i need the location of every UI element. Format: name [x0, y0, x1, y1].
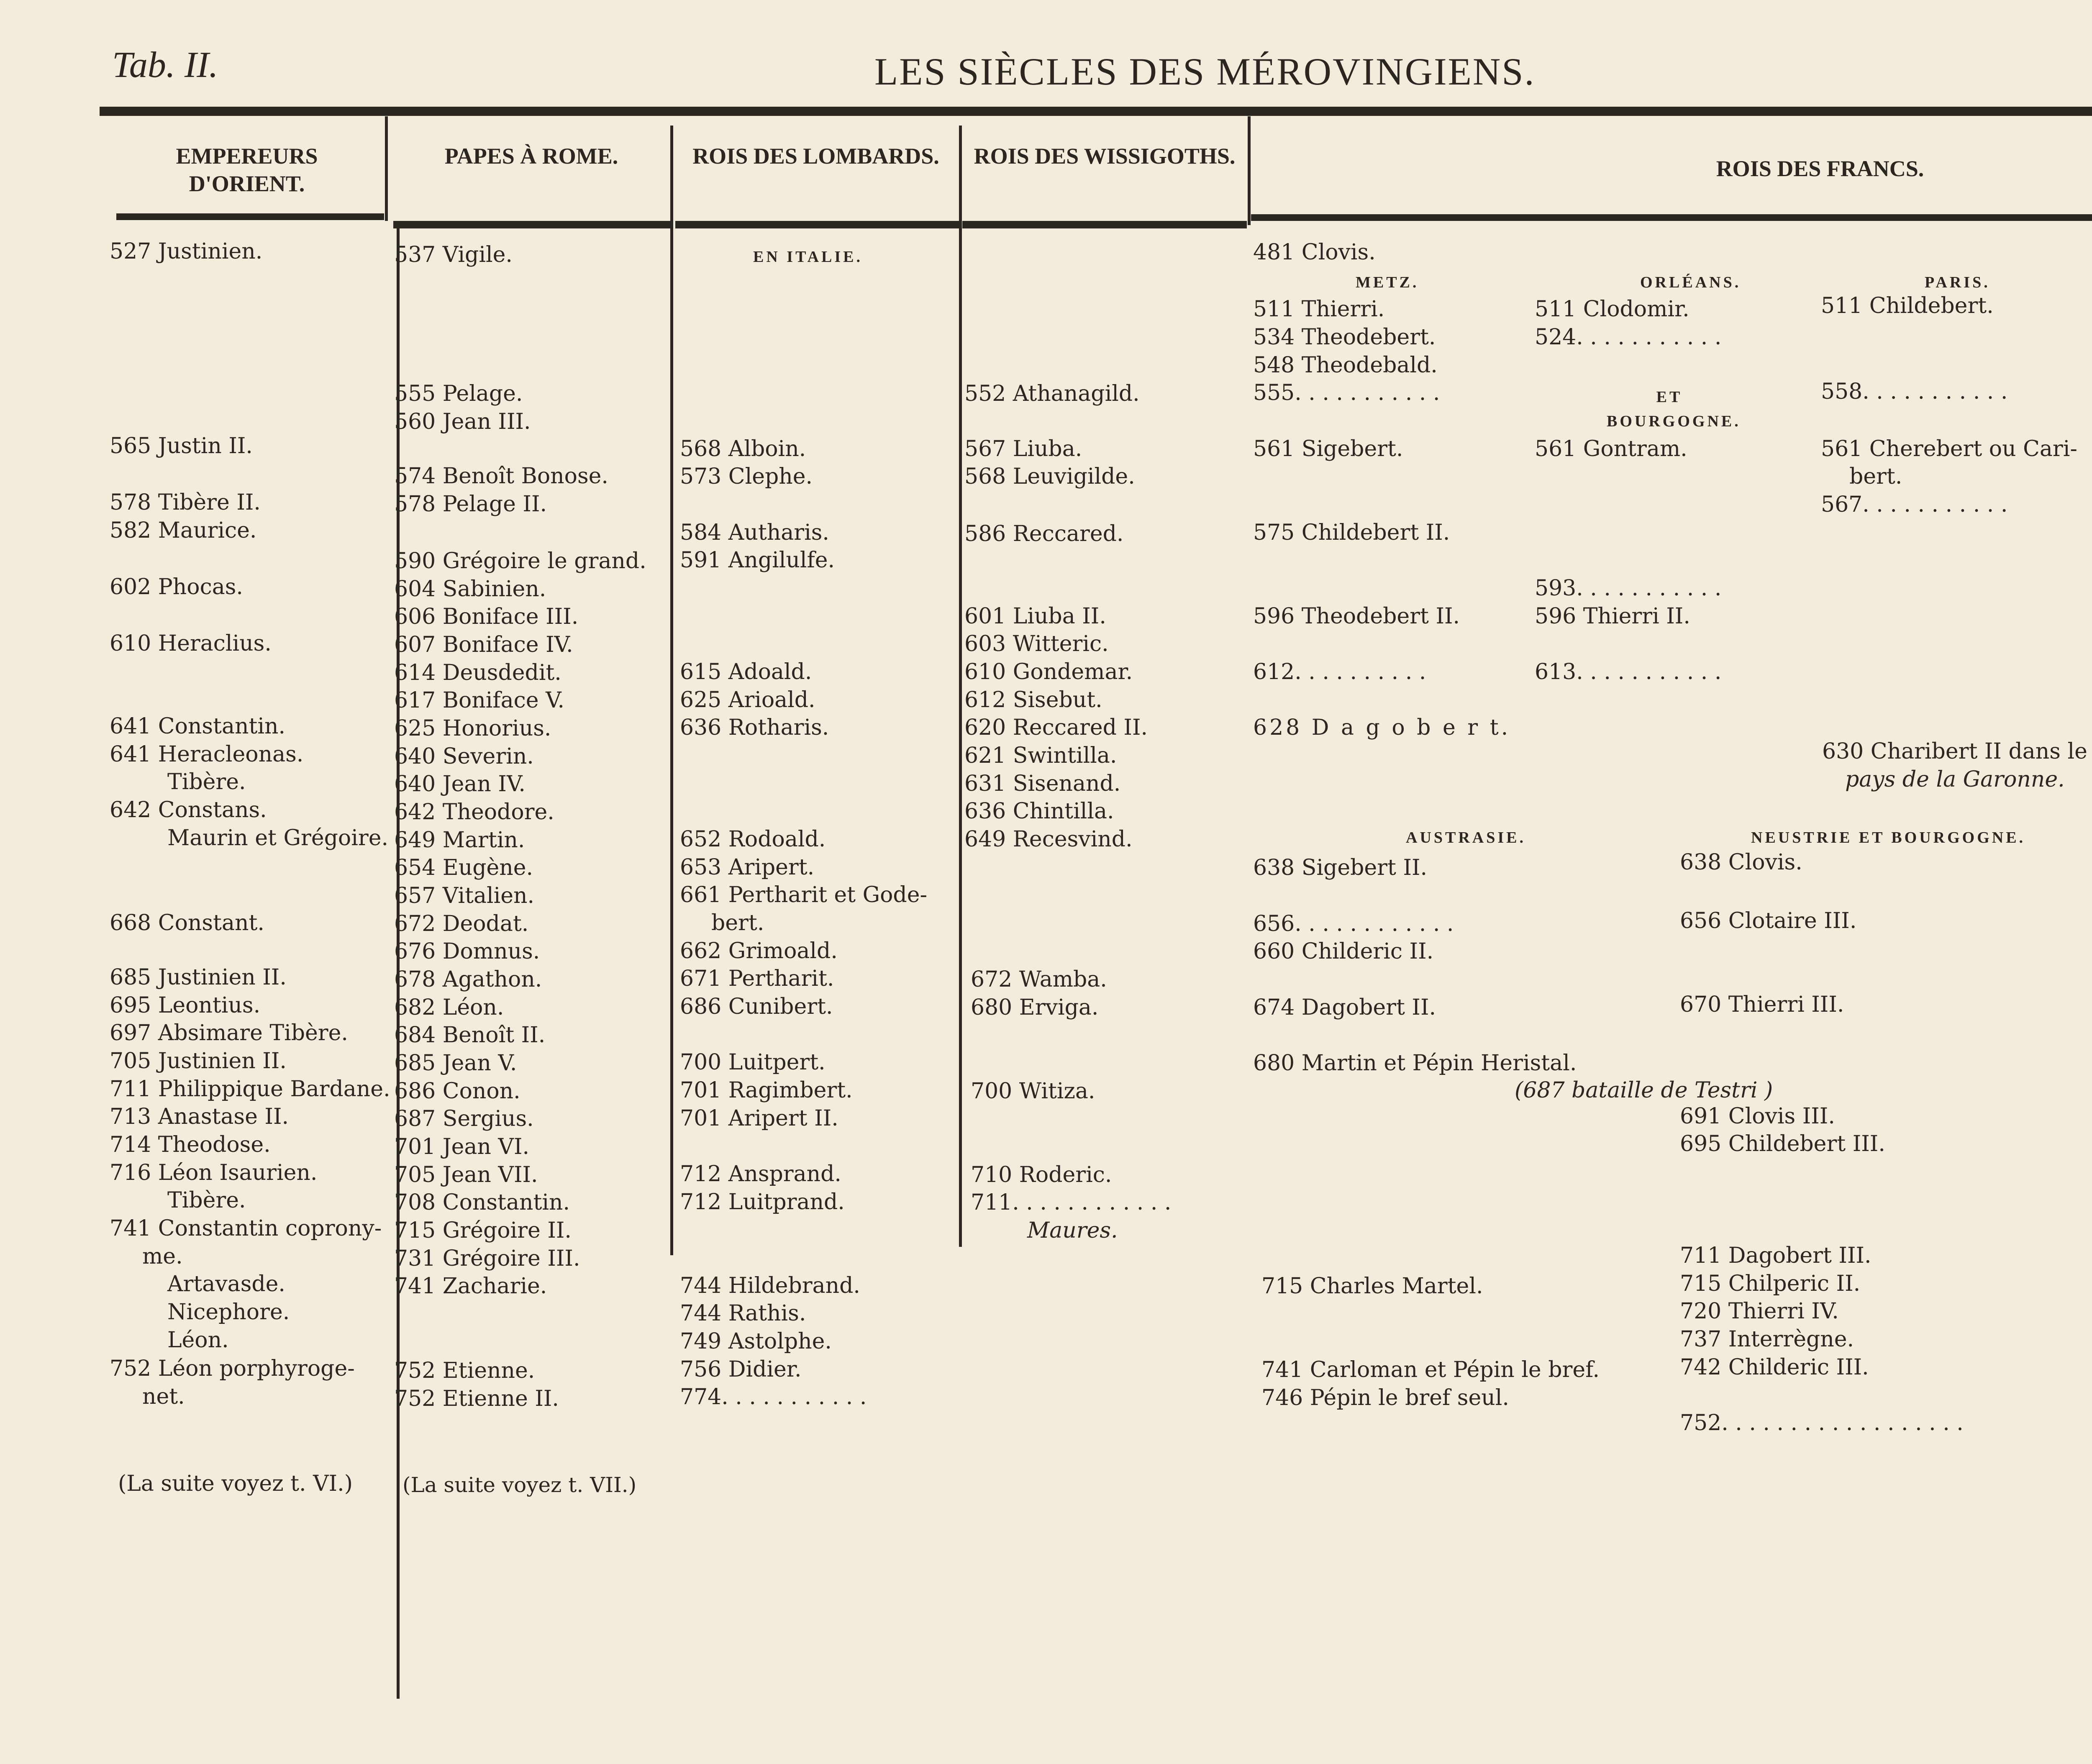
- emperor-entry: 705 Justinien II.: [110, 1049, 287, 1074]
- lombard-entry: 701 Ragimbert.: [680, 1078, 853, 1103]
- austrasie-entry: 680 Martin et Pépin Heristal.: [1253, 1051, 1577, 1076]
- subheader-orleans: ORLÉANS.: [1640, 274, 1741, 291]
- visigoth-entry: 631 Sisenand.: [964, 771, 1121, 796]
- lombard-entry: 615 Adoald.: [680, 659, 812, 685]
- subheader-austrasie: AUSTRASIE.: [1406, 829, 1526, 846]
- pope-entry: 684 Benoît II.: [394, 1023, 546, 1048]
- paris-entry: bert.: [1849, 464, 1902, 489]
- pope-continuation-note: (La suite voyez t. VII.): [403, 1473, 637, 1497]
- emperor-entry: 578 Tibère II.: [110, 490, 261, 515]
- frank-clovis: 481 Clovis.: [1253, 240, 1376, 265]
- pope-entry: 752 Etienne II.: [394, 1386, 559, 1411]
- emperor-entry: 641 Heracleonas.: [110, 742, 304, 767]
- pope-entry: 682 Léon.: [394, 995, 504, 1020]
- emperor-entry: 527 Justinien.: [110, 239, 263, 264]
- column-divider-4: [1248, 116, 1251, 225]
- pope-entry: 642 Theodore.: [394, 800, 554, 825]
- pope-entry: 614 Deusdedit.: [394, 660, 561, 685]
- emperor-entry: net.: [142, 1384, 185, 1409]
- column-divider-3: [959, 126, 962, 1247]
- pope-entry: 578 Pelage II.: [394, 492, 547, 517]
- visigoth-entry: 552 Athanagild.: [964, 381, 1140, 406]
- austrasie-entry: 715 Charles Martel.: [1261, 1274, 1483, 1299]
- orleans-entry: 593. . . . . . . . . . .: [1535, 576, 1722, 601]
- neustrie-entry: 691 Clovis III.: [1680, 1104, 1835, 1129]
- lombard-entry: 700 Luitpert.: [680, 1050, 826, 1075]
- pope-entry: 705 Jean VII.: [394, 1162, 538, 1187]
- austrasie-testri-note: (687 bataille de Testri ): [1515, 1078, 1773, 1103]
- column-divider-1: [385, 116, 388, 221]
- header-visigoths: [971, 142, 1238, 170]
- visigoth-entry: 610 Gondemar.: [964, 659, 1133, 685]
- neustrie-entry: 715 Chilperic II.: [1680, 1271, 1861, 1296]
- header-rule-visigoths: [962, 221, 1247, 228]
- lombard-entry: 568 Alboin.: [680, 436, 806, 462]
- paris-entry: 561 Cherebert ou Cari-: [1821, 436, 2077, 462]
- lombard-entry: 584 Autharis.: [680, 520, 829, 545]
- visigoth-entry: 680 Erviga.: [971, 995, 1099, 1020]
- visigoth-entry: 710 Roderic.: [971, 1162, 1112, 1187]
- emperor-entry: Tibère.: [167, 769, 246, 795]
- emperor-entry: 642 Constans.: [110, 797, 267, 823]
- austrasie-entry: 746 Pépin le bref seul.: [1261, 1385, 1509, 1410]
- lombard-entry: 591 Angilulfe.: [680, 548, 835, 573]
- emperor-continuation-note: (La suite voyez t. VI.): [118, 1471, 353, 1496]
- austrasie-entry: 660 Childeric II.: [1253, 939, 1434, 964]
- pope-entry: 741 Zacharie.: [394, 1274, 547, 1299]
- neustrie-entry: 742 Childeric III.: [1680, 1355, 1869, 1380]
- visigoth-entry: 612 Sisebut.: [964, 687, 1102, 713]
- neustrie-entry: 752. . . . . . . . . . . . . . . . . .: [1680, 1410, 1964, 1436]
- pope-entry: 560 Jean III.: [394, 409, 531, 434]
- lombard-entry: 653 Aripert.: [680, 855, 815, 880]
- visigoth-entry: 672 Wamba.: [971, 967, 1107, 992]
- metz-entry: 534 Theodebert.: [1253, 325, 1436, 350]
- pope-entry: 607 Boniface IV.: [394, 632, 573, 657]
- lombard-entry: 744 Hildebrand.: [680, 1273, 860, 1298]
- paris-entry: 567. . . . . . . . . . .: [1821, 492, 2008, 517]
- neustrie-entry: 711 Dagobert III.: [1680, 1243, 1872, 1268]
- subheader-metz: METZ.: [1356, 274, 1419, 291]
- header-rule-franks: [1251, 214, 2092, 221]
- pope-entry: 617 Boniface V.: [394, 688, 565, 713]
- pope-entry: 676 Domnus.: [394, 939, 540, 964]
- lombard-entry: bert.: [711, 910, 764, 936]
- visigoth-entry: 568 Leuvigilde.: [964, 464, 1135, 489]
- pope-entry: 657 Vitalien.: [394, 883, 535, 908]
- pope-entry: 678 Agathon.: [394, 967, 542, 992]
- visigoth-entry: 567 Liuba.: [964, 436, 1082, 462]
- orleans-entry: 524. . . . . . . . . . .: [1535, 325, 1722, 350]
- visigoth-entry-maures: Maures.: [1027, 1218, 1118, 1243]
- pope-entry: 625 Honorius.: [394, 716, 551, 741]
- pope-entry: 672 Deodat.: [394, 911, 529, 936]
- emperor-entry: 610 Heraclius.: [110, 631, 272, 656]
- paris-note-charibert: 630 Charibert II dans le: [1822, 739, 2087, 764]
- lombard-entry: 749 Astolphe.: [680, 1329, 832, 1354]
- emperor-entry: 713 Anastase II.: [110, 1104, 289, 1129]
- metz-entry: 511 Thierri.: [1253, 297, 1385, 322]
- austrasie-entry: 674 Dagobert II.: [1253, 995, 1436, 1020]
- orleans-entry: 613. . . . . . . . . . .: [1535, 659, 1722, 685]
- metz-entry: 575 Childebert II.: [1253, 520, 1450, 545]
- pope-entry: 686 Conon.: [394, 1079, 520, 1104]
- emperor-entry: 697 Absimare Tibère.: [110, 1020, 348, 1046]
- header-popes-text: PAPES À ROME.: [444, 144, 618, 169]
- pope-entry: 606 Boniface III.: [394, 604, 579, 629]
- visigoth-entry: 603 Witteric.: [964, 631, 1109, 656]
- metz-entry-dagobert: 628 D a g o b e r t.: [1253, 715, 1511, 740]
- emperor-entry: 714 Theodose.: [110, 1132, 271, 1157]
- top-rule: [100, 107, 2092, 116]
- pope-entry: 649 Martin.: [394, 828, 525, 853]
- metz-entry: 561 Sigebert.: [1253, 436, 1403, 462]
- tab-label: Tab. II.: [112, 45, 218, 85]
- emperor-entry: 602 Phocas.: [110, 574, 243, 600]
- lombard-entry: 744 Rathis.: [680, 1301, 806, 1326]
- emperor-entry: Maurin et Grégoire.: [167, 826, 388, 851]
- header-rule-popes: [393, 221, 672, 228]
- paris-note-garonne: pays de la Garonne.: [1845, 767, 2065, 792]
- pope-entry: 685 Jean V.: [394, 1051, 517, 1076]
- header-emperors-text: EMPEREURS D'ORIENT.: [176, 144, 318, 196]
- lombard-entry: 774. . . . . . . . . . .: [680, 1385, 867, 1410]
- emperor-entry: 752 Léon porphyroge-: [110, 1356, 355, 1381]
- emperor-entry: 582 Maurice.: [110, 518, 257, 543]
- neustrie-entry: 656 Clotaire III.: [1680, 908, 1857, 933]
- subheader-en-italie: EN ITALIE.: [753, 248, 863, 266]
- pope-entry: 708 Constantin.: [394, 1190, 570, 1215]
- pope-entry: 687 Sergius.: [394, 1106, 534, 1131]
- header-franks-text: ROIS DES FRANCS.: [1716, 156, 1924, 181]
- austrasie-entry: 741 Carloman et Pépin le bref.: [1261, 1357, 1600, 1382]
- metz-entry: 548 Theodebald.: [1253, 353, 1438, 378]
- neustrie-entry: 695 Childebert III.: [1680, 1131, 1885, 1156]
- austrasie-entry: 638 Sigebert II.: [1253, 855, 1428, 880]
- emperor-entry: 716 Léon Isaurien.: [110, 1160, 318, 1185]
- pope-entry: 701 Jean VI.: [394, 1134, 530, 1159]
- neustrie-entry: 737 Interrègne.: [1680, 1327, 1854, 1352]
- lombard-entry: 662 Grimoald.: [680, 938, 838, 964]
- lombard-entry: 636 Rotharis.: [680, 715, 829, 740]
- metz-entry: 555. . . . . . . . . . .: [1253, 380, 1440, 405]
- paris-entry: 511 Childebert.: [1821, 293, 1994, 318]
- paris-entry: 558. . . . . . . . . . .: [1821, 379, 2008, 404]
- orleans-entry: 561 Gontram.: [1535, 436, 1687, 462]
- lombard-entry: 686 Cunibert.: [680, 994, 833, 1019]
- column-divider-2: [670, 126, 673, 1255]
- visigoth-entry: 601 Liuba II.: [964, 604, 1106, 629]
- lombard-entry: 712 Luitprand.: [680, 1190, 845, 1215]
- neustrie-entry: 720 Thierri IV.: [1680, 1299, 1839, 1324]
- austrasie-entry: 656. . . . . . . . . . . .: [1253, 911, 1454, 936]
- lombard-entry: 661 Pertharit et Gode-: [680, 882, 928, 908]
- page-title: LES SIÈCLES DES MÉROVINGIENS.: [874, 50, 1536, 93]
- pope-entry: 574 Benoît Bonose.: [394, 464, 608, 489]
- metz-entry: 596 Theodebert II.: [1253, 604, 1460, 629]
- pope-entry: 590 Grégoire le grand.: [394, 549, 646, 574]
- header-popes: [423, 142, 640, 170]
- lombard-entry: 573 Clephe.: [680, 464, 813, 489]
- lombard-entry: 652 Rodoald.: [680, 827, 826, 852]
- visigoth-entry: 649 Recesvind.: [964, 827, 1133, 852]
- emperor-entry: 668 Constant.: [110, 910, 264, 936]
- header-franks: [1548, 155, 2092, 182]
- header-rule-lombards: [675, 221, 960, 228]
- header-lombards-text: ROIS DES LOMBARDS.: [692, 144, 939, 169]
- emperor-entry: Léon.: [167, 1328, 229, 1353]
- header-lombards: [686, 142, 946, 170]
- pope-entry: 604 Sabinien.: [394, 577, 546, 602]
- emperor-entry: Tibère.: [167, 1188, 246, 1213]
- lombard-entry: 671 Pertharit.: [680, 966, 834, 991]
- visigoth-entry: 620 Reccared II.: [964, 715, 1148, 740]
- subheader-neustrie: NEUSTRIE ET BOURGOGNE.: [1751, 829, 2026, 846]
- visigoth-entry: 636 Chintilla.: [964, 799, 1114, 824]
- pope-entry: 715 Grégoire II.: [394, 1218, 572, 1243]
- pope-entry: 752 Etienne.: [394, 1358, 535, 1383]
- orleans-entry: 596 Thierri II.: [1535, 604, 1690, 629]
- subheader-et-bourgogne: ET BOURGOGNE.: [1607, 388, 1741, 430]
- pope-entry: 640 Severin.: [394, 744, 534, 769]
- pope-entry: 640 Jean IV.: [394, 772, 526, 797]
- pope-entry: 654 Eugène.: [394, 855, 533, 880]
- orleans-entry: 511 Clodomir.: [1535, 297, 1689, 322]
- visigoth-entry: 586 Reccared.: [964, 521, 1124, 546]
- emperor-entry: 565 Justin II.: [110, 433, 253, 459]
- header-visigoths-text: ROIS DES WISSIGOTHS.: [974, 144, 1236, 169]
- emperor-entry: me.: [142, 1244, 183, 1269]
- header-emperors: [121, 142, 372, 197]
- emperor-entry: 685 Justinien II.: [110, 965, 287, 990]
- visigoth-entry: 621 Swintilla.: [964, 743, 1117, 768]
- emperor-entry: 711 Philippique Bardane.: [110, 1077, 390, 1102]
- header-rule-emperors: [116, 213, 384, 220]
- visigoth-entry: 700 Witiza.: [971, 1079, 1095, 1104]
- lombard-entry: 756 Didier.: [680, 1357, 802, 1382]
- pope-entry: 555 Pelage.: [394, 381, 523, 406]
- emperor-entry: 641 Constantin.: [110, 714, 285, 739]
- lombard-entry: 701 Aripert II.: [680, 1106, 838, 1131]
- emperor-entry: Nicephore.: [167, 1300, 290, 1325]
- pope-entry: 731 Grégoire III.: [394, 1246, 580, 1271]
- visigoth-entry: 711. . . . . . . . . . . .: [971, 1190, 1172, 1215]
- emperor-entry: 741 Constantin coprony-: [110, 1216, 382, 1241]
- subheader-paris: PARIS.: [1925, 274, 1990, 291]
- lombard-entry: 625 Arioald.: [680, 687, 815, 713]
- neustrie-entry: 670 Thierri III.: [1680, 992, 1844, 1017]
- metz-entry: 612. . . . . . . . . .: [1253, 659, 1426, 685]
- emperor-entry: Artavasde.: [167, 1272, 285, 1297]
- neustrie-entry: 638 Clovis.: [1680, 850, 1802, 875]
- lombard-entry: 712 Ansprand.: [680, 1161, 841, 1187]
- emperor-entry: 695 Leontius.: [110, 993, 261, 1018]
- pope-entry: 537 Vigile.: [394, 242, 513, 267]
